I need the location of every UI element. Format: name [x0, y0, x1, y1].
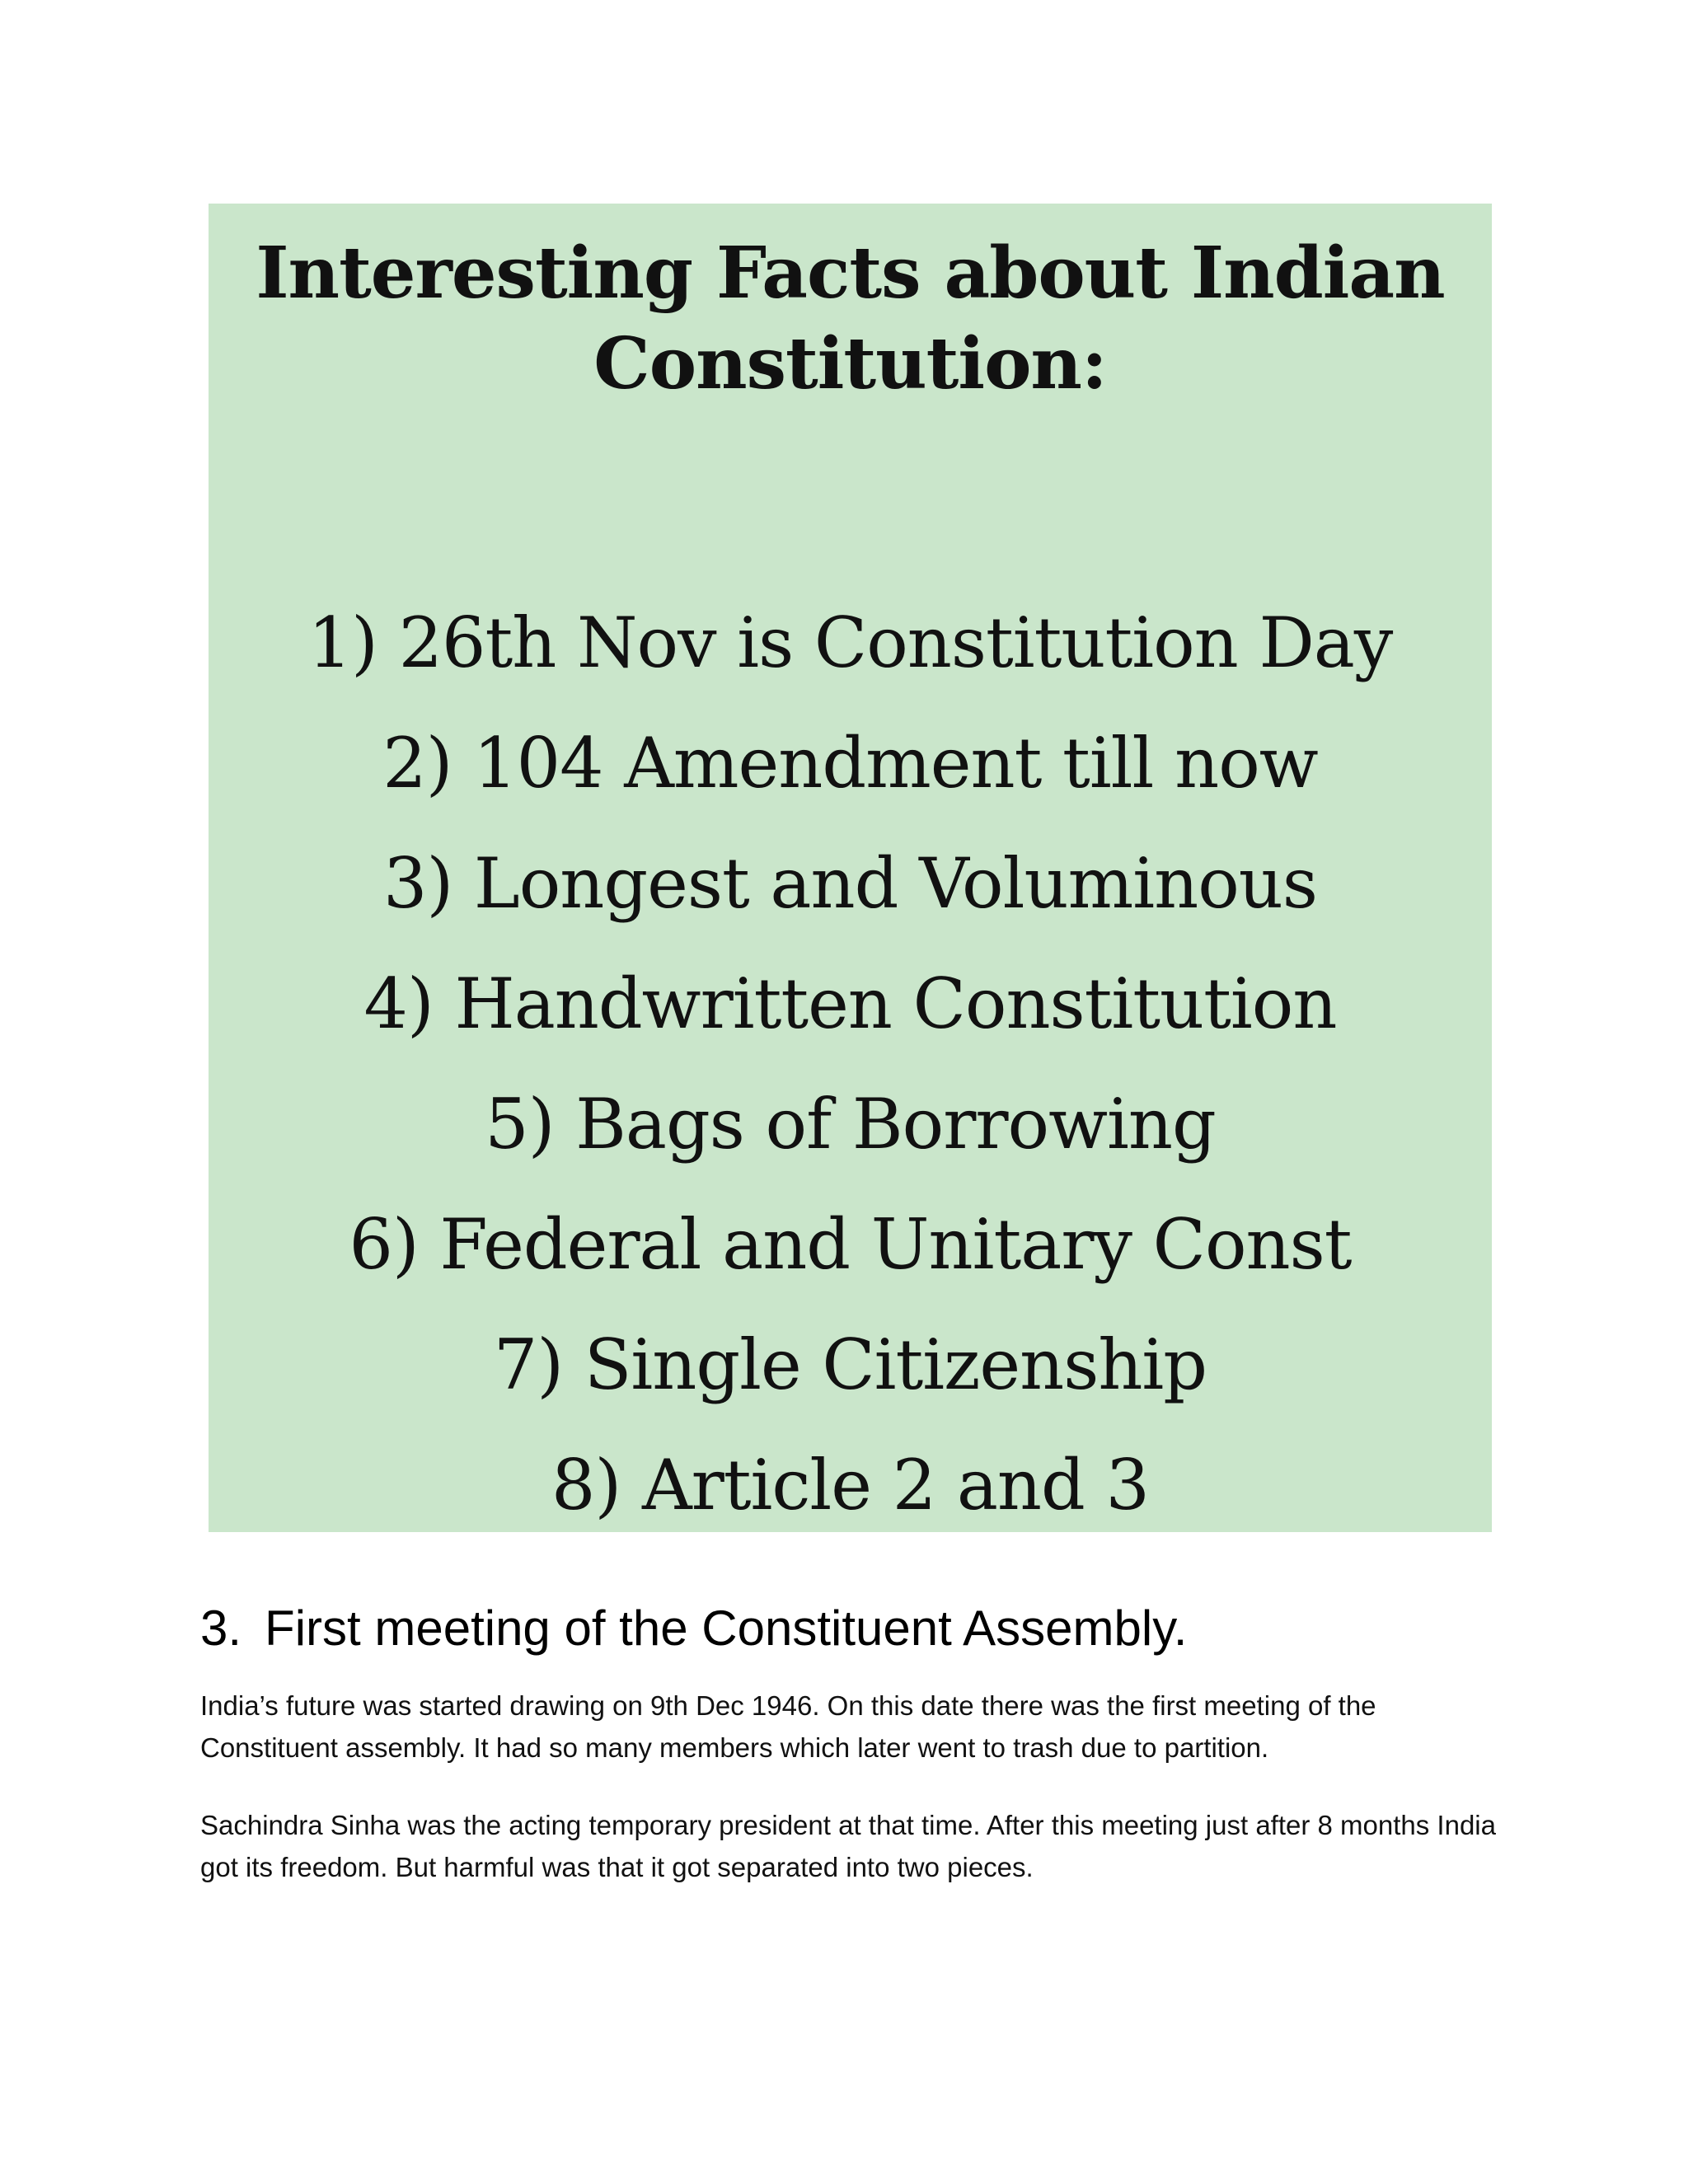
section-heading [200, 1599, 1187, 1658]
section-number: 3. [200, 1601, 242, 1656]
fact-item: 1) 26th Nov is Constitution Day [307, 602, 1393, 683]
fact-item: 7) Single Citizenship [493, 1324, 1207, 1405]
fact-item: 3) Longest and Voluminous [383, 843, 1317, 924]
infographic-title-line-2: Constitution: [593, 322, 1107, 405]
fact-item: 4) Handwritten Constitution [363, 963, 1337, 1044]
fact-item: 8) Article 2 and 3 [551, 1445, 1149, 1526]
fact-item: 2) 104 Amendment till now [382, 723, 1318, 804]
infographic-title [209, 228, 1492, 410]
facts-infographic [209, 204, 1492, 1532]
paragraph: India’s future was started drawing on 9th Dec 1946. On this date there was the first meeting of the Constituent assembly. It had so many members which later went to trash due to partition. [200, 1690, 1376, 1763]
fact-item: 5) Bags of Borrowing [485, 1084, 1216, 1165]
fact-item: 6) Federal and Unitary Const [349, 1204, 1352, 1285]
section-heading-text: First meeting of the Constituent Assembly. [265, 1601, 1188, 1656]
paragraph: Sachindra Sinha was the acting temporary president at that time. After this meeting just after 8 months India got its freedom. But harmful was that it got separated into two pieces. [200, 1810, 1496, 1882]
facts-list [209, 583, 1492, 1545]
infographic-title-line-1: Interesting Facts about Indian [256, 232, 1445, 315]
